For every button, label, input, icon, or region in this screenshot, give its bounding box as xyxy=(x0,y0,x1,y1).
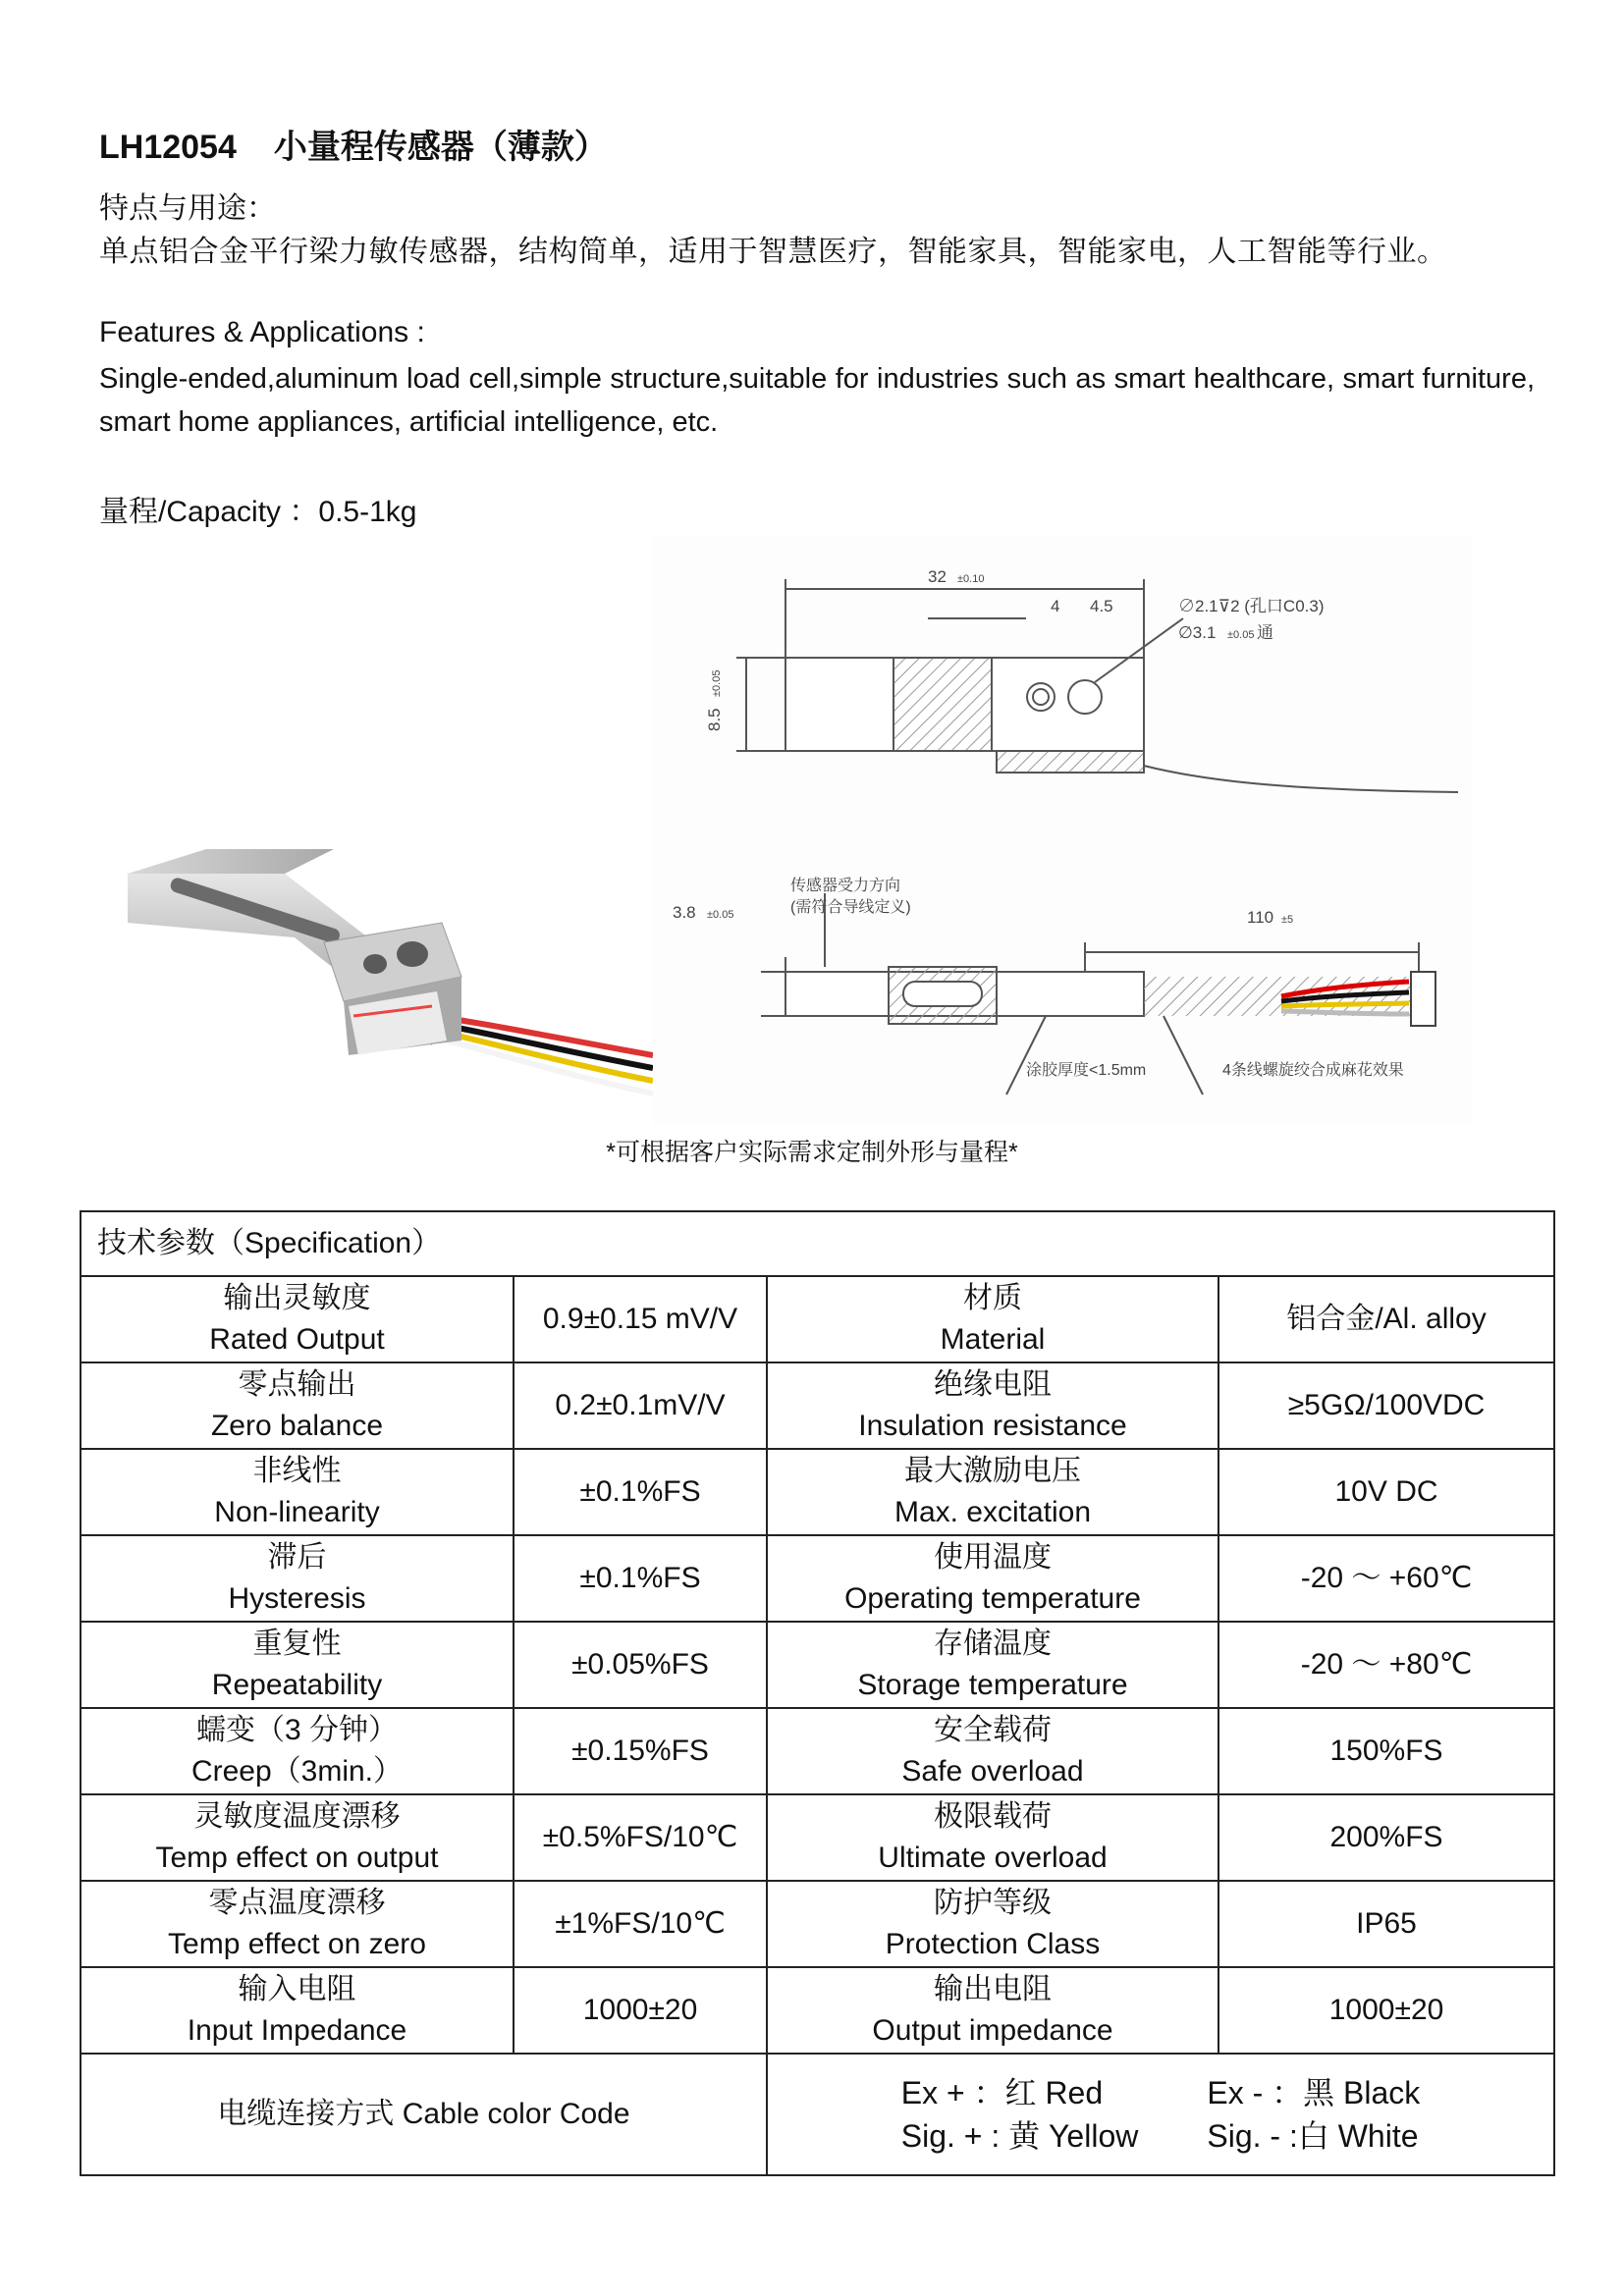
param-value: 150%FS xyxy=(1218,1708,1554,1794)
drawing-dimension-text: 4 xyxy=(1051,597,1060,615)
param-label xyxy=(767,1881,1218,1967)
spec-row xyxy=(81,1967,1554,2054)
features-heading-zh: 特点与用途： xyxy=(99,192,276,225)
param-name-zh: 灵敏度温度漂移 xyxy=(193,1800,401,1833)
param-value: 10V DC xyxy=(1218,1449,1554,1535)
spec-row xyxy=(81,1535,1554,1622)
spec-heading: 技术参数（Specification） xyxy=(81,1211,1554,1276)
param-value: ±0.15%FS xyxy=(514,1708,767,1794)
cable-ex-plus: Ex + ：红 Red xyxy=(900,2075,1104,2110)
param-value: ±0.05%FS xyxy=(514,1622,767,1708)
param-label xyxy=(767,1708,1218,1794)
param-name-en: Protection Class xyxy=(885,1928,1101,1960)
spec-row xyxy=(81,1708,1554,1794)
param-name-en: Temp effect on zero xyxy=(168,1928,426,1960)
product-name: 小量程传感器（薄款） xyxy=(273,129,608,166)
features-heading-en: Features & Applications : xyxy=(99,316,425,348)
cable-ex-minus: Ex - ：黑 Black xyxy=(1207,2075,1421,2110)
features-body-en: Single-ended,aluminum load cell,simple structure,suitable for industries such as smart healthcare, smart furniture, smart home appliances, artificial intelligence, etc. xyxy=(99,363,1535,438)
param-name-zh: 绝缘电阻 xyxy=(934,1368,1052,1401)
param-label xyxy=(767,1622,1218,1708)
param-value: ±0.5%FS/10℃ xyxy=(514,1794,767,1881)
param-value: 铝合金/Al. alloy xyxy=(1218,1276,1554,1362)
param-name-en: Ultimate overload xyxy=(878,1842,1108,1874)
param-value: IP65 xyxy=(1218,1881,1554,1967)
param-name-zh: 存储温度 xyxy=(934,1628,1052,1660)
param-name-en: Hysteresis xyxy=(228,1582,366,1615)
param-name-zh: 输出电阻 xyxy=(934,1973,1052,2005)
load-cell-photo xyxy=(108,844,653,1129)
drawing-dimension-text: ±5 xyxy=(1281,914,1294,926)
param-value: 0.2±0.1mV/V xyxy=(514,1362,767,1449)
technical-drawing xyxy=(653,535,1473,1124)
param-name-en: Non-linearity xyxy=(214,1496,380,1528)
spec-row xyxy=(81,1449,1554,1535)
param-value: -20 ～ +60℃ xyxy=(1218,1535,1554,1622)
param-label xyxy=(81,1535,514,1622)
param-name-en: Storage temperature xyxy=(857,1669,1128,1701)
param-label xyxy=(81,1449,514,1535)
param-label xyxy=(81,1794,514,1881)
param-label xyxy=(81,1276,514,1362)
param-value: 1000±20 xyxy=(514,1967,767,2054)
param-value: ±1%FS/10℃ xyxy=(514,1881,767,1967)
spec-row xyxy=(81,1362,1554,1449)
model-number: LH12054 xyxy=(99,129,237,166)
wire-twist-note: 4条线螺旋绞合成麻花效果 xyxy=(1222,1062,1404,1079)
param-name-zh: 安全载荷 xyxy=(934,1714,1052,1746)
param-name-zh: 输入电阻 xyxy=(238,1973,356,2005)
param-label xyxy=(767,1967,1218,2054)
drawing-dimension-text: (需符合导线定义) xyxy=(790,899,911,916)
drawing-dim-length: 32 xyxy=(928,567,947,586)
drawing-dimension-text: ∅3.1 xyxy=(1178,623,1217,642)
param-name-en: Rated Output xyxy=(209,1323,385,1356)
param-name-en: Input Impedance xyxy=(187,2014,407,2047)
drawing-dimension-text: 4.5 xyxy=(1090,597,1113,615)
param-name-zh: 非线性 xyxy=(252,1455,342,1487)
param-label xyxy=(767,1794,1218,1881)
drawing-dimension-text: 110 xyxy=(1247,908,1274,927)
drawing-dimension-text: ±0.05 xyxy=(711,669,723,697)
param-label xyxy=(81,1708,514,1794)
param-label xyxy=(767,1276,1218,1362)
cable-label: 电缆连接方式 Cable color Code xyxy=(81,2054,767,2175)
spec-row xyxy=(81,1276,1554,1362)
param-name-en: Safe overload xyxy=(901,1755,1084,1788)
param-value: -20 ～ +80℃ xyxy=(1218,1622,1554,1708)
glue-thickness-note: 涂胶厚度<1.5mm xyxy=(1026,1062,1147,1079)
cable-row xyxy=(81,2054,1554,2175)
drawing-hole1-label: ∅2.1⊽2 (孔口C0.3) xyxy=(1178,597,1325,615)
param-name-zh: 输出灵敏度 xyxy=(223,1282,371,1314)
param-name-zh: 使用温度 xyxy=(934,1541,1052,1574)
param-name-zh: 重复性 xyxy=(252,1628,342,1660)
cable-sig-minus: Sig. - :白 White xyxy=(1207,2118,1419,2154)
customization-note: *可根据客户实际需求定制外形与量程* xyxy=(606,1139,1018,1166)
param-label xyxy=(81,1967,514,2054)
force-direction-label: 传感器受力方向 xyxy=(790,878,901,894)
param-label xyxy=(767,1535,1218,1622)
param-name-en: Insulation resistance xyxy=(858,1410,1127,1442)
drawing-dimension-text: ±0.05 xyxy=(707,909,734,921)
document-title xyxy=(99,120,608,168)
spec-table xyxy=(80,1210,1555,2176)
param-name-en: Repeatability xyxy=(211,1669,383,1701)
spec-row xyxy=(81,1881,1554,1967)
param-name-zh: 零点温度漂移 xyxy=(208,1887,386,1919)
param-name-en: Operating temperature xyxy=(844,1582,1141,1615)
spec-row xyxy=(81,1622,1554,1708)
param-label xyxy=(767,1449,1218,1535)
capacity-line: 量程/Capacity ：0.5-1kg xyxy=(99,496,417,528)
features-body-zh: 单点铝合金平行梁力敏传感器，结构简单，适用于智慧医疗，智能家具，智能家电，人工智能等行业。 xyxy=(99,236,1447,268)
param-name-en: Temp effect on output xyxy=(155,1842,439,1874)
param-name-zh: 最大激励电压 xyxy=(904,1455,1081,1487)
param-value: 0.9±0.15 mV/V xyxy=(514,1276,767,1362)
param-name-zh: 材质 xyxy=(963,1282,1022,1314)
drawing-dimension-text: ±0.10 xyxy=(957,573,985,585)
drawing-dimension-text: 3.8 xyxy=(673,903,696,922)
param-label xyxy=(767,1362,1218,1449)
param-label xyxy=(81,1881,514,1967)
param-value: 1000±20 xyxy=(1218,1967,1554,2054)
cable-sig-plus: Sig. + : 黄 Yellow xyxy=(900,2118,1139,2154)
drawing-dimension-text: 通 xyxy=(1257,623,1273,642)
param-name-zh: 滞后 xyxy=(267,1541,327,1574)
param-name-zh: 极限载荷 xyxy=(934,1800,1052,1833)
param-value: ≥5GΩ/100VDC xyxy=(1218,1362,1554,1449)
param-name-zh: 防护等级 xyxy=(934,1887,1052,1919)
drawing-dimension-text: 8.5 xyxy=(705,708,724,731)
param-name-en: Creep（3min.） xyxy=(190,1755,404,1788)
param-name-en: Material xyxy=(940,1323,1046,1356)
param-name-zh: 零点输出 xyxy=(238,1368,356,1401)
cable-codes xyxy=(767,2054,1554,2175)
param-name-en: Zero balance xyxy=(210,1410,384,1442)
param-value: ±0.1%FS xyxy=(514,1449,767,1535)
drawing-dimension-text: ±0.05 xyxy=(1227,629,1255,641)
param-label xyxy=(81,1622,514,1708)
param-name-en: Max. excitation xyxy=(893,1496,1092,1528)
param-value: 200%FS xyxy=(1218,1794,1554,1881)
param-value: ±0.1%FS xyxy=(514,1535,767,1622)
param-name-zh: 蠕变（3 分钟） xyxy=(195,1714,399,1746)
spec-row xyxy=(81,1794,1554,1881)
param-label xyxy=(81,1362,514,1449)
param-name-en: Output impedance xyxy=(872,2014,1113,2047)
